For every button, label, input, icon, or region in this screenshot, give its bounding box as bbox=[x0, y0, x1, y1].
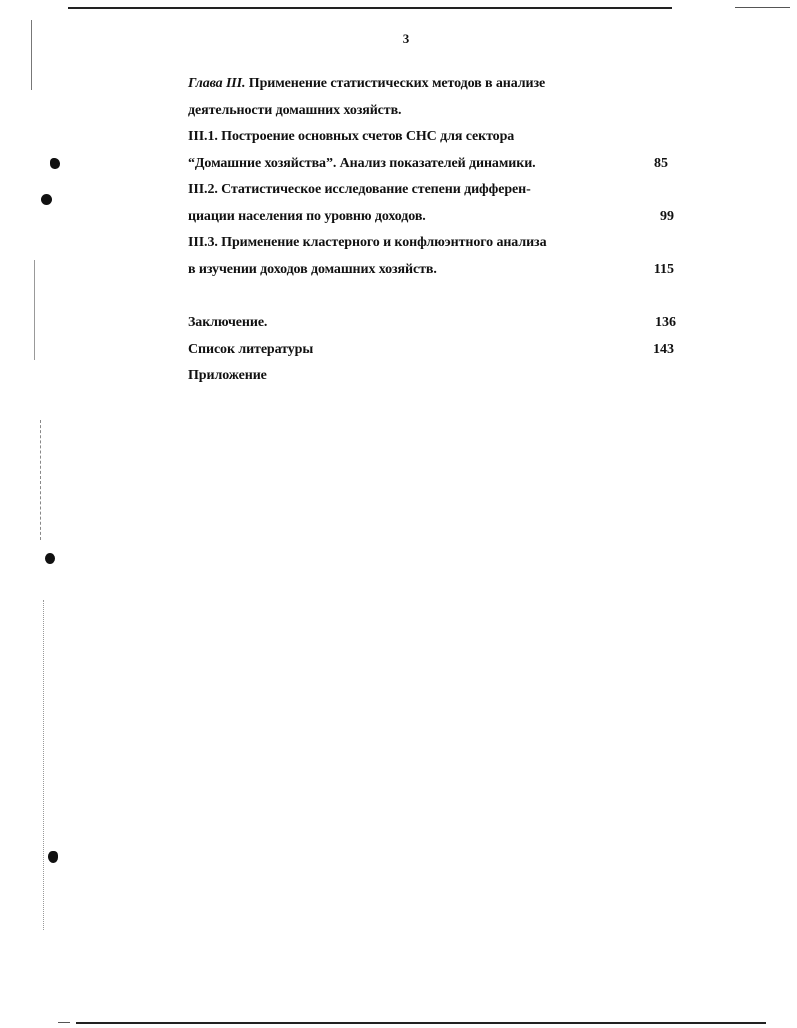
toc-entry-section-1-line2: “Домашние хозяйства”. Анализ показателей динамики. bbox=[188, 156, 536, 171]
chapter-heading-line1 bbox=[188, 76, 545, 92]
toc-entry-section-3-line2: в изучении доходов домашних хозяйств. bbox=[188, 262, 437, 277]
toc-entry-section-2-line1 bbox=[188, 182, 531, 198]
section-number: III.3 bbox=[188, 235, 215, 250]
page-number: 3 bbox=[402, 31, 410, 46]
toc-page-number: 99 bbox=[660, 209, 674, 224]
toc-entry-bibliography: Список литературы bbox=[188, 342, 314, 357]
section-title: . Применение кластерного и конфлюэнтного анализа bbox=[214, 235, 547, 250]
scan-bottom-rule bbox=[76, 1022, 766, 1024]
chapter-heading-line2: деятельности домашних хозяйств. bbox=[188, 103, 402, 118]
binder-hole-mark bbox=[50, 158, 60, 169]
binder-hole-mark bbox=[41, 194, 52, 205]
toc-entry-section-3-line1 bbox=[188, 235, 546, 251]
toc-page-number: 143 bbox=[653, 342, 674, 357]
toc-entry-section-2-line2: циации населения по уровню доходов. bbox=[188, 209, 426, 224]
scan-top-rule bbox=[68, 7, 672, 9]
scan-edge-mark bbox=[40, 420, 42, 540]
section-title: . Статистическое исследование степени дифферен- bbox=[214, 182, 531, 197]
toc-entry-appendix: Приложение bbox=[188, 368, 267, 383]
scan-top-rule-right bbox=[735, 7, 790, 8]
section-title: Построение основных счетов СНС для сектора bbox=[217, 129, 515, 144]
section-number: III.2 bbox=[188, 182, 215, 197]
chapter-title-line1: Применение статистических методов в анализе bbox=[245, 76, 546, 91]
binder-hole-mark bbox=[48, 851, 58, 863]
toc-page-number: 136 bbox=[655, 315, 676, 330]
toc-entry-section-1-line1 bbox=[188, 129, 514, 145]
chapter-label: Глава III. bbox=[188, 76, 246, 91]
toc-entry-conclusion: Заключение. bbox=[188, 315, 268, 330]
binder-hole-mark bbox=[45, 553, 55, 564]
scan-bottom-rule-left bbox=[58, 1022, 70, 1023]
toc-page-number: 115 bbox=[653, 262, 674, 277]
scan-edge-mark bbox=[43, 600, 45, 930]
scan-edge-mark bbox=[31, 20, 32, 90]
scan-edge-mark bbox=[34, 260, 35, 360]
section-number: III.1. bbox=[188, 129, 218, 144]
toc-page-number: 85 bbox=[654, 156, 668, 171]
